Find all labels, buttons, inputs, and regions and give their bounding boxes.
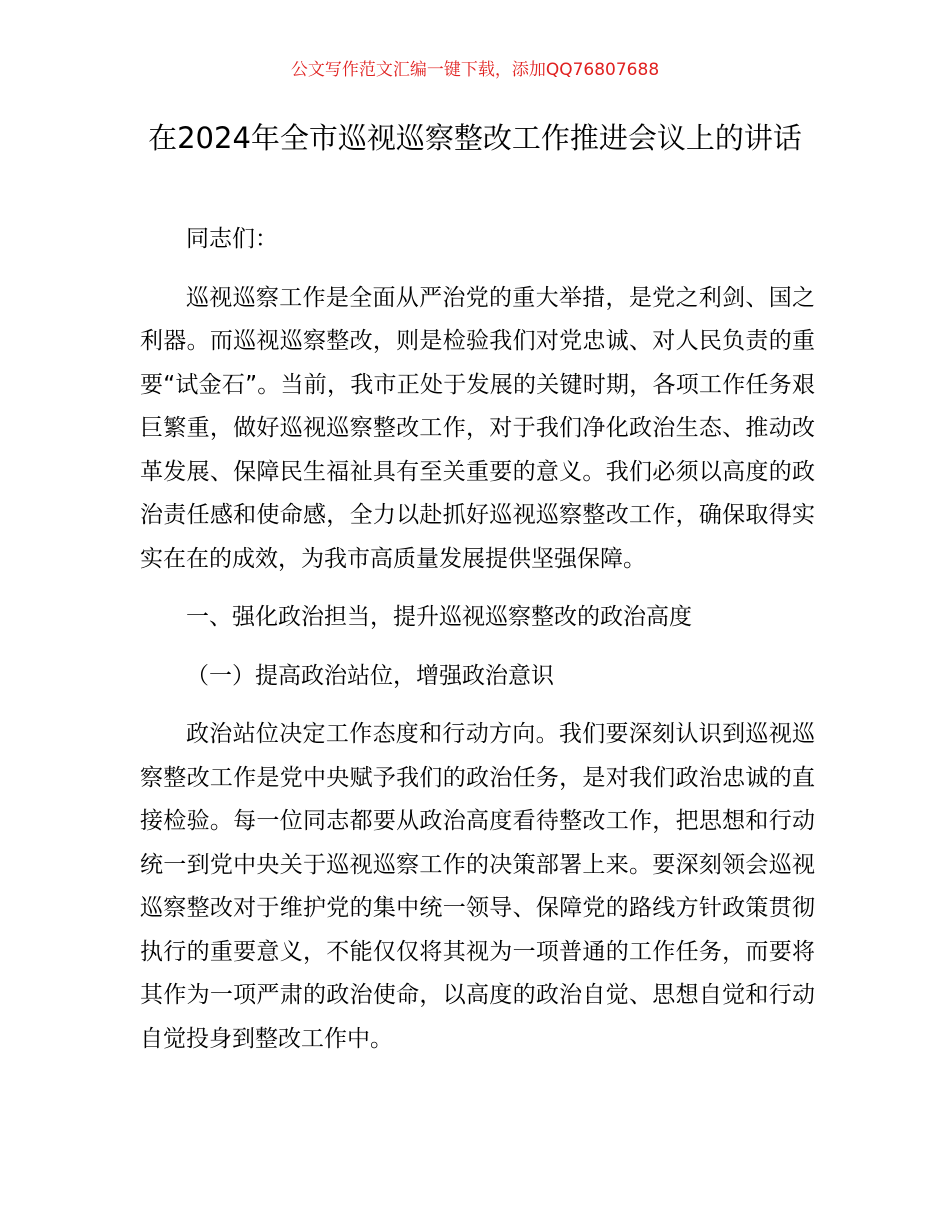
paragraph: 政治站位决定工作态度和行动方向。我们要深刻认识到巡视巡察整改工作是党中央赋予我们的政治任务，是对我们政治忠诚的直接检验。每一位同志都要从政治高度看待整改工作，把思想和行动统一到党中央关于巡视巡察工作的决策部署上来。要深刻领会巡视巡察整改对于维护党的集中统一领导、保障党的路线方针政策贯彻执行的重要意义，不能仅仅将其视为一项普通的工作任务，而要将其作为一项严肃的政治使命，以高度的政治自觉、思想自觉和行动自觉投身到整改工作中。 [140,721,815,1052]
paragraph: 巡视巡察工作是全面从严治党的重大举措，是党之利剑、国之利器。而巡视巡察整改，则是检验我们对党忠诚、对人民负责的重要“试金石”。当前，我市正处于发展的关键时期，各项工作任务艰巨繁重，做好巡视巡察整改工作，对于我们净化政治生态、推动改革发展、保障民生福祉具有至关重要的意义。我们必须以高度的政治责任感和使命感，全力以赴抓好巡视巡察整改工作，确保取得实实在在的成效，为我市高质量发展提供坚强保障。 [140,284,815,572]
salutation: 同志们： [186,226,278,252]
download-notice: 公文写作范文汇编一键下载，添加QQ76807688 [290,60,660,80]
subsection-heading: （一）提高政治站位，增强政治意识 [186,662,554,689]
section-heading: 一、强化政治担当，提升巡视巡察整改的政治高度 [186,604,692,630]
document-body [140,218,815,1061]
document-title: 在2024年全市巡视巡察整改工作推进会议上的讲话 [148,121,802,155]
